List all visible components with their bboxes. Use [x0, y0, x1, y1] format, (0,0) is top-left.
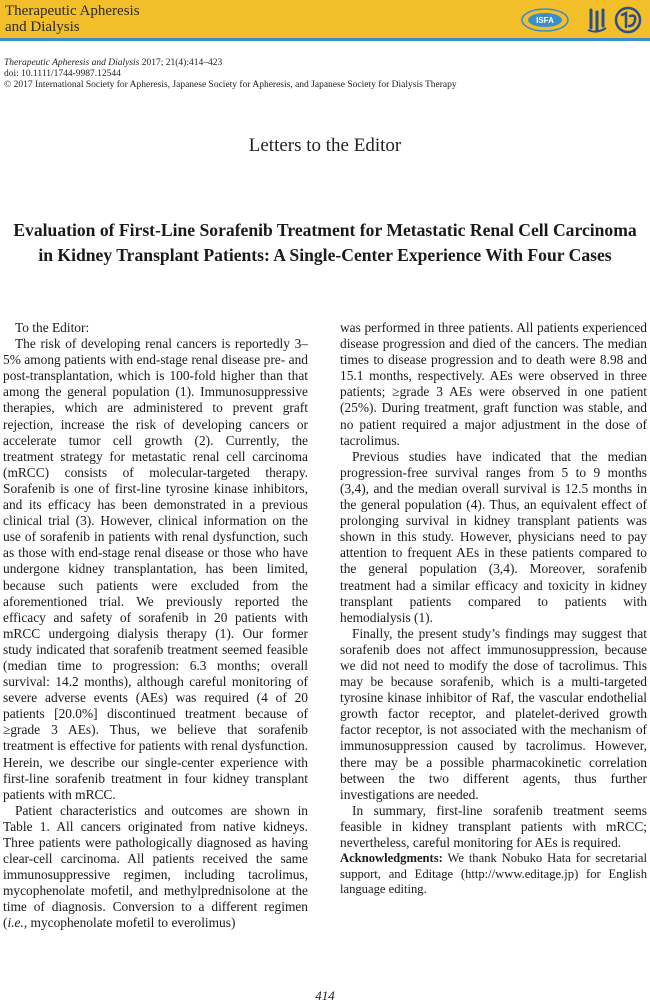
- right-column: [340, 320, 647, 898]
- section-heading: Letters to the Editor: [248, 135, 402, 156]
- volume-issue-pages: 2017; 21(4):414–423: [141, 58, 223, 68]
- acknowledgments: [340, 851, 647, 898]
- isfa-logo-label: ISFA: [536, 16, 554, 25]
- body-paragraph: Previous studies have indicated that the median progression-free survival ranges from 5 to 9 months (3,4), and the median overall survival is 12.5 months in the general population (4). Thus, an equivalent effect of prolonging survival in kidney transplant patients was shown in this study. However, physicians need to pay attention to frequent AEs in these patients compared to the general population (3,4). Moreover, sorafenib treatment had a similar efficacy and toxicity in kidney transplant patients compared to patients with hemodialysis (1).: [340, 448, 647, 625]
- italic-abbreviation: i.e.: [7, 915, 24, 931]
- citation-metadata: [4, 58, 644, 91]
- header-rule: [0, 38, 650, 41]
- continued-paragraph: was performed in three patients. All patients experienced disease progression and died of the cancers. The median times to disease progression and to death were 8.98 and 15.1 months, respectively. AEs were observed in three patients; ≥grade 3 AEs were observed in one patient (25%). During treatment, graft function was stable, and no patient required a major adjustment in the dose of tacrolimus.: [340, 320, 647, 448]
- salutation: To the Editor:: [15, 320, 90, 335]
- acknowledgments-label: Acknowledgments:: [340, 851, 443, 866]
- journal-logo: [5, 3, 140, 35]
- body-paragraph: In summary, first-line sorafenib treatment seems feasible in kidney transplant patients with mRCC; nevertheless, careful monitoring for AEs is required.: [340, 802, 647, 850]
- jsfa-logo-icon: [585, 6, 609, 34]
- jsdt-logo-icon: [614, 6, 642, 34]
- left-column: [3, 320, 308, 932]
- journal-reference: Therapeutic Apheresis and Dialysis: [4, 58, 140, 68]
- journal-name-line2: and Dialysis: [5, 19, 80, 35]
- copyright-notice: © 2017 International Society for Apheresis, Japanese Society for Apheresis, and Japanese Society for Dialysis Therapy: [4, 80, 457, 90]
- body-paragraph: Finally, the present study’s findings may suggest that sorafenib does not affect immunosuppression, because we did not need to modify the dose of tacrolimus. This may be because sorafenib, which is a multi-targeted tyrosine kinase inhibitor of Raf, the vascular endothelial growth factor receptor, and platelet-derived growth factor receptor, is not associated with the mechanism of immunosuppression caused by tacrolimus. However, there may be a possible pharmacokinetic correlation between the two different agents, thus further investigations are needed.: [340, 625, 647, 802]
- page-number: 414: [315, 988, 335, 1003]
- acknowledgments-text: We thank Nobuko Hata for secretarial support, and Editage (http://www.editage.jp) for English language editing.: [340, 851, 647, 897]
- body-paragraph: The risk of developing renal cancers is reportedly 3–5% among patients with end-stage renal disease pre- and post-transplantation, which is 100-fold higher than that among the general population (1). Immunosuppressive therapies, which are administered to prevent graft rejection, increase the risk of developing cancers or accelerate tumor cell growth (2). Currently, the treatment strategy for metastatic renal cell carcinoma (mRCC) consists of molecular-targeted therapy. Sorafenib is one of first-line tyrosine kinase inhibitors, and its efficacy has been demonstrated in a previous clinical trial (3). However, clinical information on the use of sorafenib in patients with renal dysfunction, such as those with end-stage renal disease or those who have undergone kidney transplantation, has been limited, because such patients were excluded from the aforementioned trial. We previously reported the efficacy and safety of sorafenib in 20 patients with mRCC undergoing dialysis therapy (1). Our former study indicated that sorafenib treatment seemed feasible (median time to progression: 6.3 months; overall survival: 14.2 months), although careful monitoring of severe adverse events (AEs) was required (4 of 20 patients [20.0%] discontinued treatment because of ≥grade 3 AEs). Thus, we believe that sorafenib treatment is effective for patients with renal dysfunction. Herein, we describe our single-center experience with first-line sorafenib treatment in four kidney transplant patients with mRCC.: [3, 336, 308, 802]
- journal-citation: [4, 58, 644, 69]
- body-text: , mycophenolate mofetil to everolimus): [23, 915, 236, 931]
- article-title: Evaluation of First-Line Sorafenib Treatment for Metastatic Renal Cell Carcinoma in Kidney Transplant Patients: A Single-Center Experience With Four Cases: [13, 220, 637, 265]
- isfa-logo-icon: [520, 6, 570, 34]
- body-paragraph: [3, 803, 308, 932]
- body-text: Patient characteristics and outcomes are shown in Table 1. All cancers originated from native kidneys. Three patients were pathologically diagnosed as having clear-cell carcinoma. All patients received the same immunosuppressive regimen, including tacrolimus, mycophenolate mofetil, and methylprednisolone at the time of diagnosis. Conversion to a different regimen (: [3, 802, 308, 931]
- journal-name-line1: Therapeutic Apheresis: [5, 3, 140, 19]
- doi: doi: 10.1111/1744-9987.12544: [4, 69, 121, 79]
